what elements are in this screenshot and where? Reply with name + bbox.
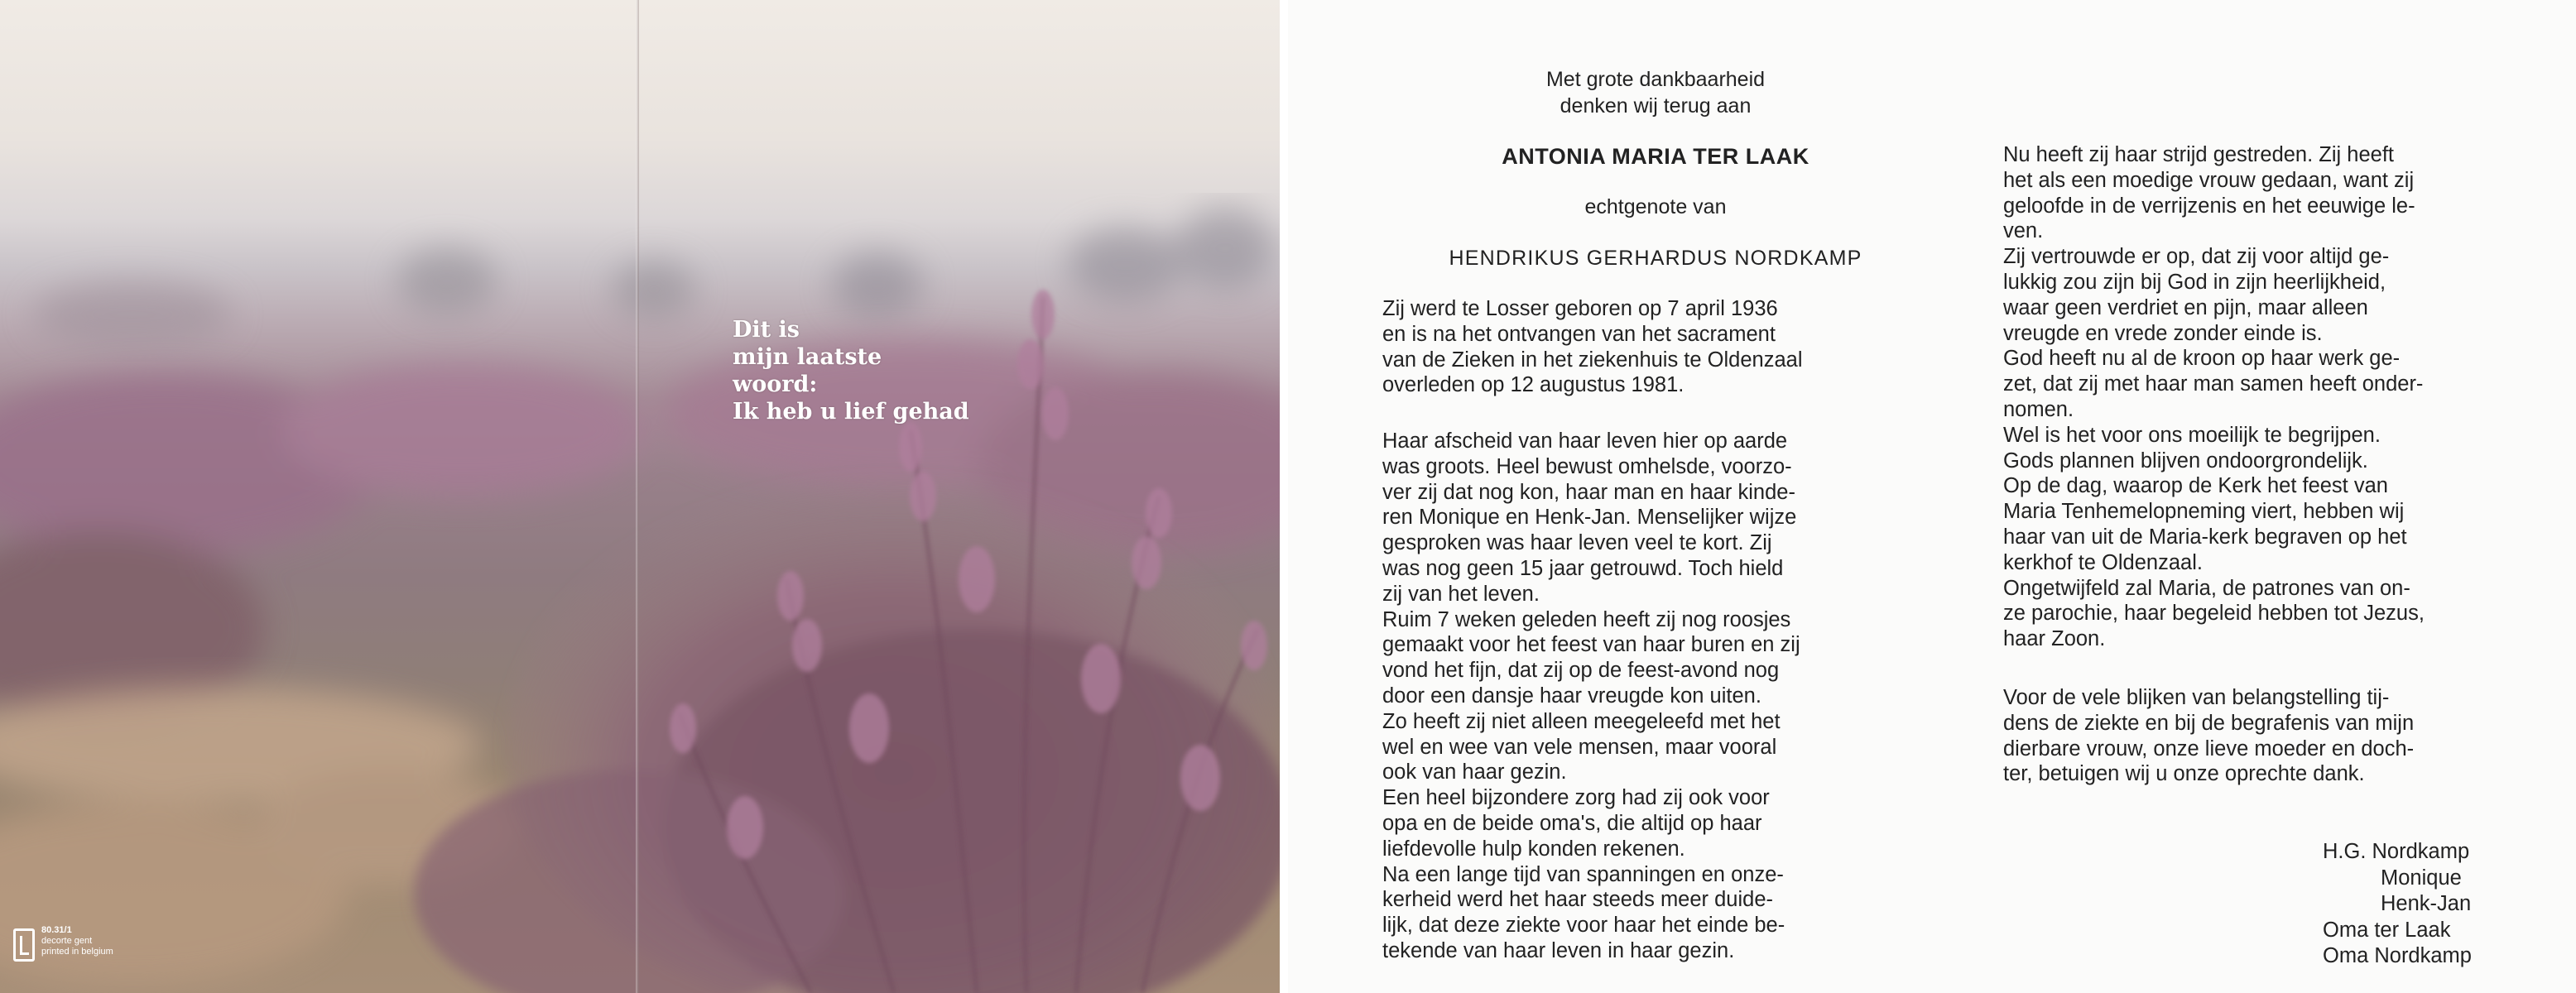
text-line: tekende van haar leven in haar gezin.: [1382, 938, 1735, 962]
text-line: Nu heeft zij haar strijd gestreden. Zij heeft: [2003, 143, 2394, 166]
printer-logo-icon: [13, 928, 35, 962]
text-line: Ongetwijfeld zal Maria, de patrones van on-: [2003, 576, 2410, 600]
text-line: geloofde in de verrijzenis en het eeuwige le-: [2003, 194, 2415, 218]
text-line: gemaakt voor het feest van haar buren en zij: [1382, 633, 1800, 657]
card-fold-line: [636, 0, 639, 993]
text-line: God heeft nu al de kroon op haar werk ge-: [2003, 347, 2401, 371]
print-code: 80.31/1: [41, 925, 72, 935]
thanks-paragraph: [2003, 685, 2533, 787]
deceased-name: ANTONIA MARIA TER LAAK: [1502, 144, 1809, 169]
text-line: waar geen verdriet en pijn, maar alleen: [2003, 295, 2368, 319]
text-line: Na een lange tijd van spanningen en onze-: [1382, 862, 1784, 886]
text-line: zij van het leven.: [1382, 582, 1540, 606]
text-line: ter, betuigen wij u onze oprechte dank.: [2003, 762, 2365, 786]
spouse-name: HENDRIKUS GERHARDUS NORDKAMP: [1449, 247, 1862, 270]
text-line: ven.: [2003, 219, 2044, 243]
text-line: Ruim 7 weken geleden heeft zij nog roosjes: [1382, 607, 1791, 631]
text-line: Zo heeft zij niet alleen meegeleefd met het: [1382, 709, 1781, 733]
signature-husband: H.G. Nordkamp: [2323, 840, 2470, 863]
text-line: haar Zoon.: [2003, 627, 2106, 651]
family-signatures: [2323, 839, 2472, 970]
text-line: wel en wee van vele mensen, maar vooral: [1382, 735, 1777, 759]
text-line: Haar afscheid van haar leven hier op aarde: [1382, 429, 1788, 453]
text-line: Een heel bijzondere zorg had zij ook voor: [1382, 786, 1770, 810]
signature-grandmother: Oma Nordkamp: [2323, 944, 2472, 967]
heather-landscape-photo: [0, 0, 1280, 993]
text-line: van de Zieken in het ziekenhuis te Oldenzaal: [1382, 348, 1803, 372]
text-line: door een dansje haar vreugde kon uiten.: [1382, 684, 1761, 708]
text-line: overleden op 12 augustus 1981.: [1382, 373, 1684, 397]
text-line: gesproken was haar leven veel te kort. Zij: [1382, 531, 1772, 555]
text-line: vreugde en vrede zonder einde is.: [2003, 321, 2323, 345]
printed-in: printed in belgium: [41, 947, 113, 957]
heather-illustration: [0, 0, 1280, 993]
text-line: nomen.: [2003, 397, 2074, 421]
signature-son: Henk-Jan: [2381, 892, 2472, 915]
quote-line: mijn laatste: [733, 344, 882, 370]
text-line: kerheid werd het haar steeds meer duide-: [1382, 888, 1774, 912]
text-line: dierbare vrouw, onze lieve moeder en doch-: [2003, 736, 2415, 760]
text-line: opa en de beide oma's, die altijd op haar: [1382, 811, 1762, 835]
faith-paragraph: [2003, 142, 2533, 652]
text-line: Maria Tenhemelopneming viert, hebben wij: [2003, 500, 2405, 524]
memorial-quote: [733, 316, 1006, 425]
text-line: Zij vertrouwde er op, dat zij voor altijd ge-: [2003, 245, 2390, 269]
text-line: lukkig zou zijn bij God in zijn heerlijkheid,: [2003, 270, 2386, 294]
intro-text: [1382, 66, 1929, 119]
text-line: ren Monique en Henk-Jan. Menselijker wijze: [1382, 506, 1797, 530]
text-line: dens de ziekte en bij de begrafenis van mijn: [2003, 711, 2415, 735]
quote-line: Dit is: [733, 317, 800, 343]
text-line: was nog geen 15 jaar getrouwd. Toch hield: [1382, 556, 1784, 580]
intro-line: Met grote dankbaarheid: [1545, 68, 1766, 91]
text-line: liefdevolle hulp konden rekenen.: [1382, 837, 1685, 861]
text-line: ver zij dat nog kon, haar man en haar kinde-: [1382, 480, 1795, 504]
text-line: Gods plannen blijven ondoorgrondelijk.: [2003, 449, 2368, 473]
text-line: kerkhof te Oldenzaal.: [2003, 550, 2203, 574]
quote-line: woord:: [733, 372, 818, 397]
text-line: vond het fijn, dat zij op de feest-avond nog: [1382, 659, 1780, 683]
text-line: was groots. Heel bewust omhelsde, voorzo-: [1382, 454, 1792, 478]
printer-credit: [13, 925, 113, 968]
text-line: Wel is het voor ons moeilijk te begrijpen.: [2003, 423, 2381, 447]
biography-paragraph: [1382, 296, 1929, 398]
signature-grandmother: Oma ter Laak: [2323, 918, 2451, 942]
text-line: ze parochie, haar begeleid hebben tot Jezus,: [2003, 602, 2425, 626]
text-line: en is na het ontvangen van het sacrament: [1382, 322, 1776, 346]
intro-line: denken wij terug aan: [1560, 94, 1752, 118]
text-line: Op de dag, waarop de Kerk het feest van: [2003, 474, 2388, 498]
quote-line: Ik heb u lief gehad: [733, 399, 969, 425]
text-line: ook van haar gezin.: [1382, 760, 1567, 784]
signature-daughter: Monique: [2381, 866, 2462, 890]
printer-name: decorte gent: [41, 936, 93, 946]
text-line: lijk, dat deze ziekte voor haar het einde be-: [1382, 914, 1785, 938]
text-line: zet, dat zij met haar man samen heeft onder-: [2003, 372, 2424, 396]
text-line: Zij werd te Losser geboren op 7 april 1936: [1382, 297, 1778, 320]
text-line: haar van uit de Maria-kerk begraven op het: [2003, 525, 2407, 549]
memorial-text-panel: [1288, 0, 2576, 993]
spouse-label: echtgenote van: [1584, 195, 1727, 218]
text-line: het als een moedige vrouw gedaan, want zij: [2003, 168, 2415, 192]
life-paragraph: [1382, 429, 1929, 964]
text-line: Voor de vele blijken van belangstelling tij-: [2003, 686, 2390, 709]
